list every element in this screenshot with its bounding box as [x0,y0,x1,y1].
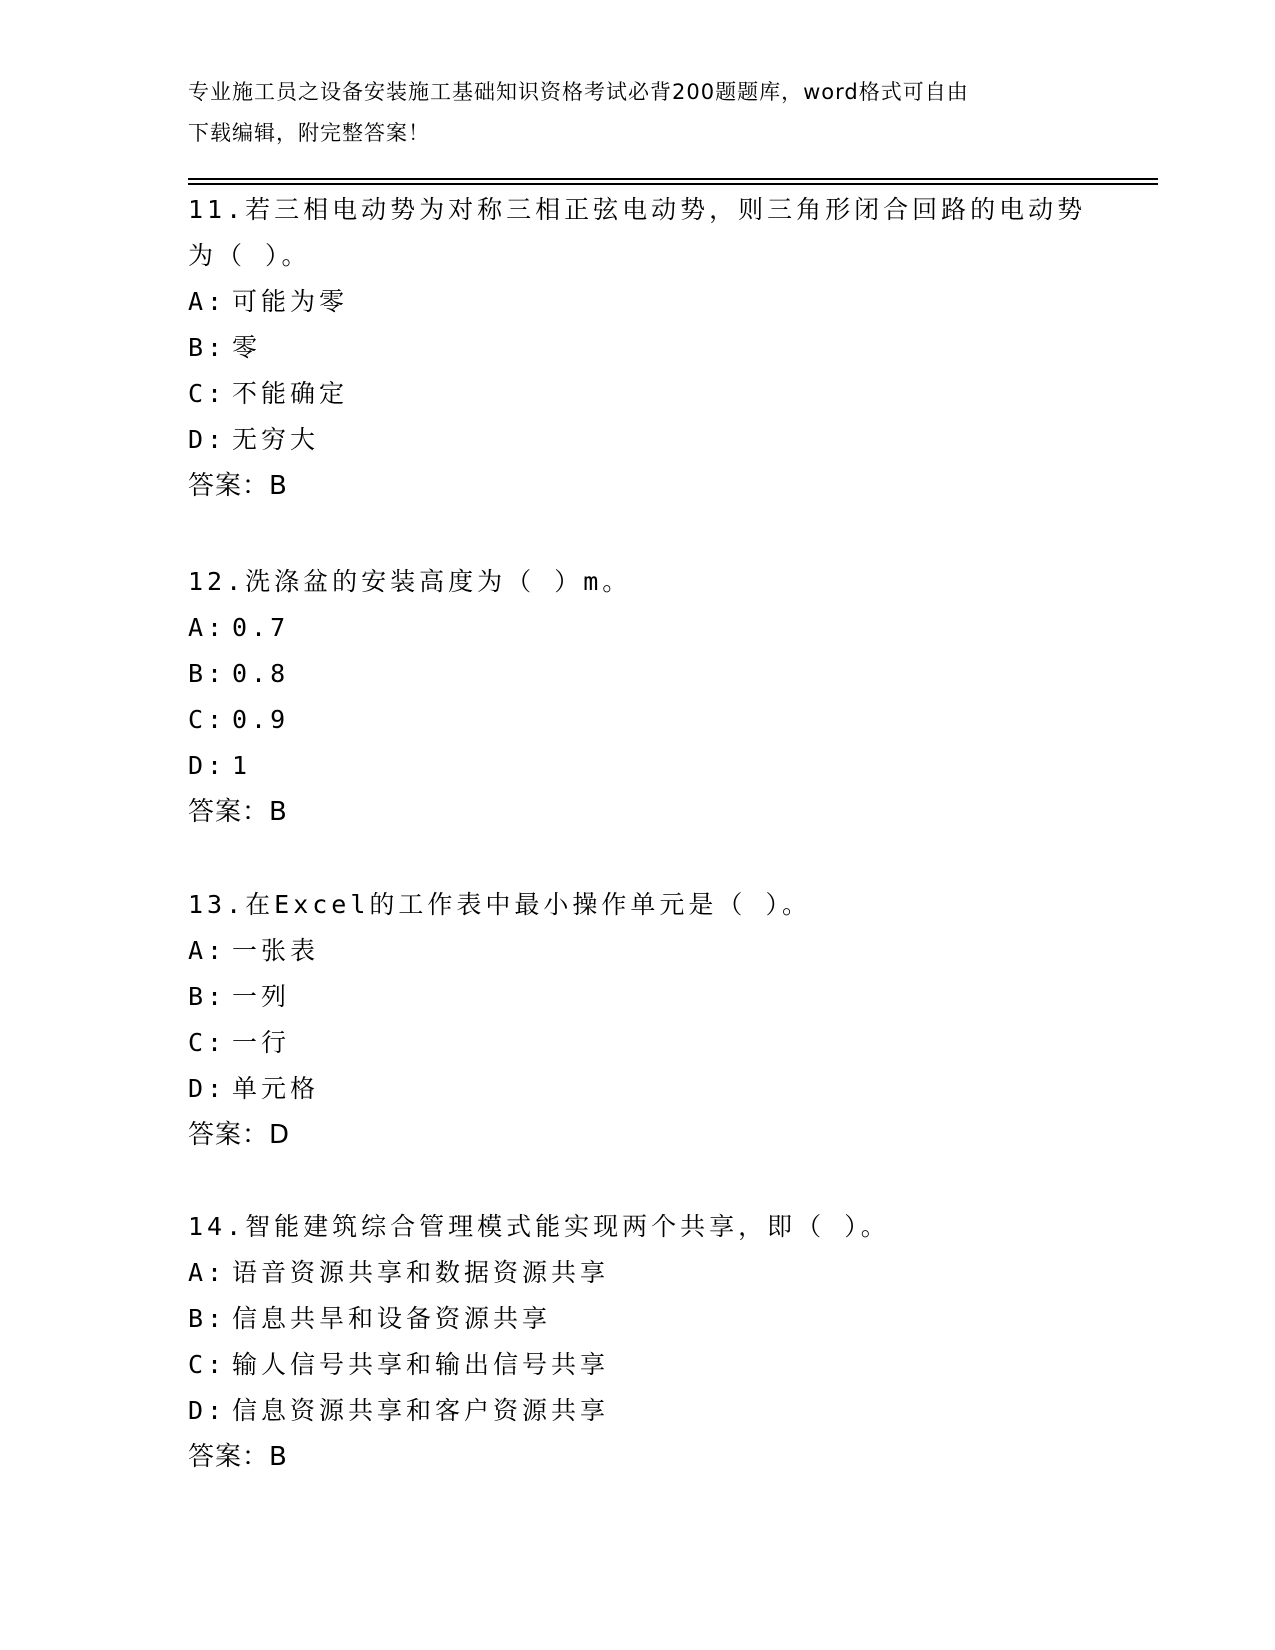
option-b [188,325,1088,371]
option-c [188,697,1088,743]
option-text: 单元格 [232,1074,320,1103]
option-label: C: [188,1028,227,1057]
option-b [188,1296,1088,1342]
option-d [188,743,1088,789]
question-11 [188,187,1088,509]
option-text: 0.9 [232,705,290,734]
option-d [188,1388,1088,1434]
option-a [188,279,1088,325]
option-label: B: [188,659,227,688]
option-c [188,371,1088,417]
option-c [188,1020,1088,1066]
option-d [188,1066,1088,1112]
option-text: 一行 [232,1028,291,1057]
option-d [188,417,1088,463]
option-label: D: [188,751,227,780]
option-text: 零 [232,333,262,362]
option-label: D: [188,1396,227,1425]
option-label: B: [188,333,227,362]
question-14 [188,1204,1088,1480]
option-text: 0.8 [232,659,290,688]
option-text: 信息资源共享和客户资源共享 [232,1396,610,1425]
option-label: C: [188,379,227,408]
option-b [188,651,1088,697]
option-text: 1 [232,751,252,780]
option-text: 0.7 [232,613,290,642]
option-text: 一张表 [232,936,320,965]
option-a [188,1250,1088,1296]
header-divider-top [188,178,1158,180]
option-label: B: [188,1304,227,1333]
option-b [188,974,1088,1020]
answer: 答案：B [188,471,288,501]
question-13 [188,882,1088,1158]
option-text: 语音资源共享和数据资源共享 [232,1258,610,1287]
header-divider-bottom [188,183,1158,185]
option-a [188,928,1088,974]
question-stem: 11.若三相电动势为对称三相正弦电动势，则三角形闭合回路的电动势为（ ）。 [188,195,1087,270]
option-text: 不能确定 [232,379,349,408]
option-a [188,605,1088,651]
question-stem: 13.在Excel的工作表中最小操作单元是（ ）。 [188,890,811,919]
option-text: 可能为零 [232,287,349,316]
option-text: 一列 [232,982,291,1011]
document-header [188,72,1088,154]
option-label: A: [188,1258,227,1287]
option-text: 信息共旱和设备资源共享 [232,1304,552,1333]
header-line-1: 专业施工员之设备安装施工基础知识资格考试必背200题题库，word格式可自由 [188,80,969,104]
option-label: A: [188,613,227,642]
option-label: C: [188,1350,227,1379]
option-label: B: [188,982,227,1011]
answer: 答案：B [188,1442,288,1472]
option-label: C: [188,705,227,734]
option-text: 输人信号共享和输出信号共享 [232,1350,610,1379]
answer: 答案：B [188,797,288,827]
question-stem: 12.洗涤盆的安装高度为（ ）m。 [188,567,632,596]
option-label: A: [188,936,227,965]
option-label: A: [188,287,227,316]
question-stem: 14.智能建筑综合管理模式能实现两个共享，即（ ）。 [188,1212,890,1241]
header-line-2: 下载编辑，附完整答案！ [188,121,430,145]
option-label: D: [188,425,227,454]
option-label: D: [188,1074,227,1103]
answer: 答案：D [188,1120,291,1150]
option-text: 无穷大 [232,425,320,454]
option-c [188,1342,1088,1388]
question-12 [188,559,1088,835]
